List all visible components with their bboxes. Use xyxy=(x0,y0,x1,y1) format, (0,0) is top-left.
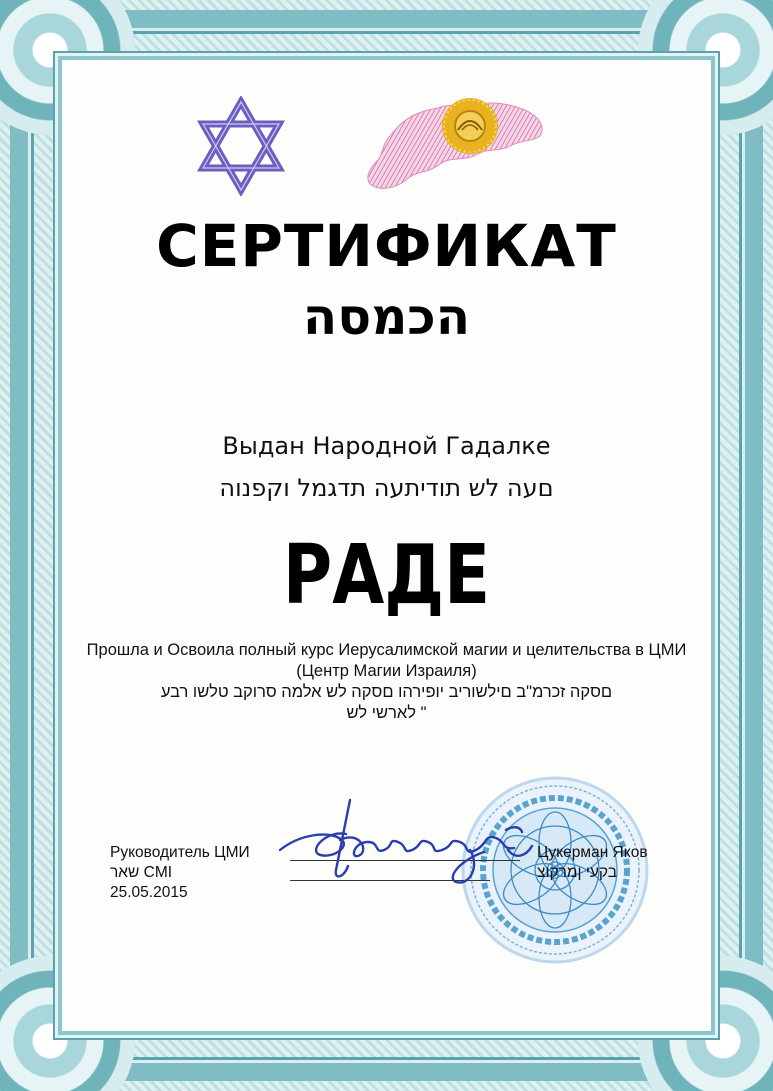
certificate-title: СЕРТИФИКАТ xyxy=(156,212,617,280)
course-description-hebrew-line1: םסקה זכרמ"ב םילשוריב יופירהו םסקה לש אלמה סרוקב טלשו רבע xyxy=(160,683,613,701)
course-description: Прошла и Освоила полный курс Иерусалимской магии и целительства в ЦМИ (Центр Магии Израиля) xyxy=(86,641,687,680)
course-description-hebrew-line2: " לארשי לש xyxy=(346,704,427,722)
course-description-hebrew xyxy=(60,682,713,724)
signature-left-block xyxy=(110,843,250,903)
issued-to-label-hebrew: םעה לש תודיתעה תדגמל וקפנוה xyxy=(219,474,554,502)
issued-to-label: Выдан Народной Гадалке xyxy=(222,432,551,460)
director-title-hebrew: שאר CMI xyxy=(110,864,173,881)
certificate-title-hebrew: הכמסה xyxy=(302,288,471,346)
star-of-david-icon xyxy=(196,96,286,196)
map-flag-icon xyxy=(350,96,550,206)
issue-date: 25.05.2015 xyxy=(110,884,188,901)
recipient-name: РАДЕ xyxy=(282,528,491,623)
handwritten-signature xyxy=(270,790,560,900)
director-title: Руководитель ЦМИ xyxy=(110,844,250,861)
signer-name: Цукерман Яков xyxy=(537,844,648,861)
signature-right-block xyxy=(537,843,648,883)
signer-name-hebrew: בקעי ןמרקוצ xyxy=(537,864,618,881)
